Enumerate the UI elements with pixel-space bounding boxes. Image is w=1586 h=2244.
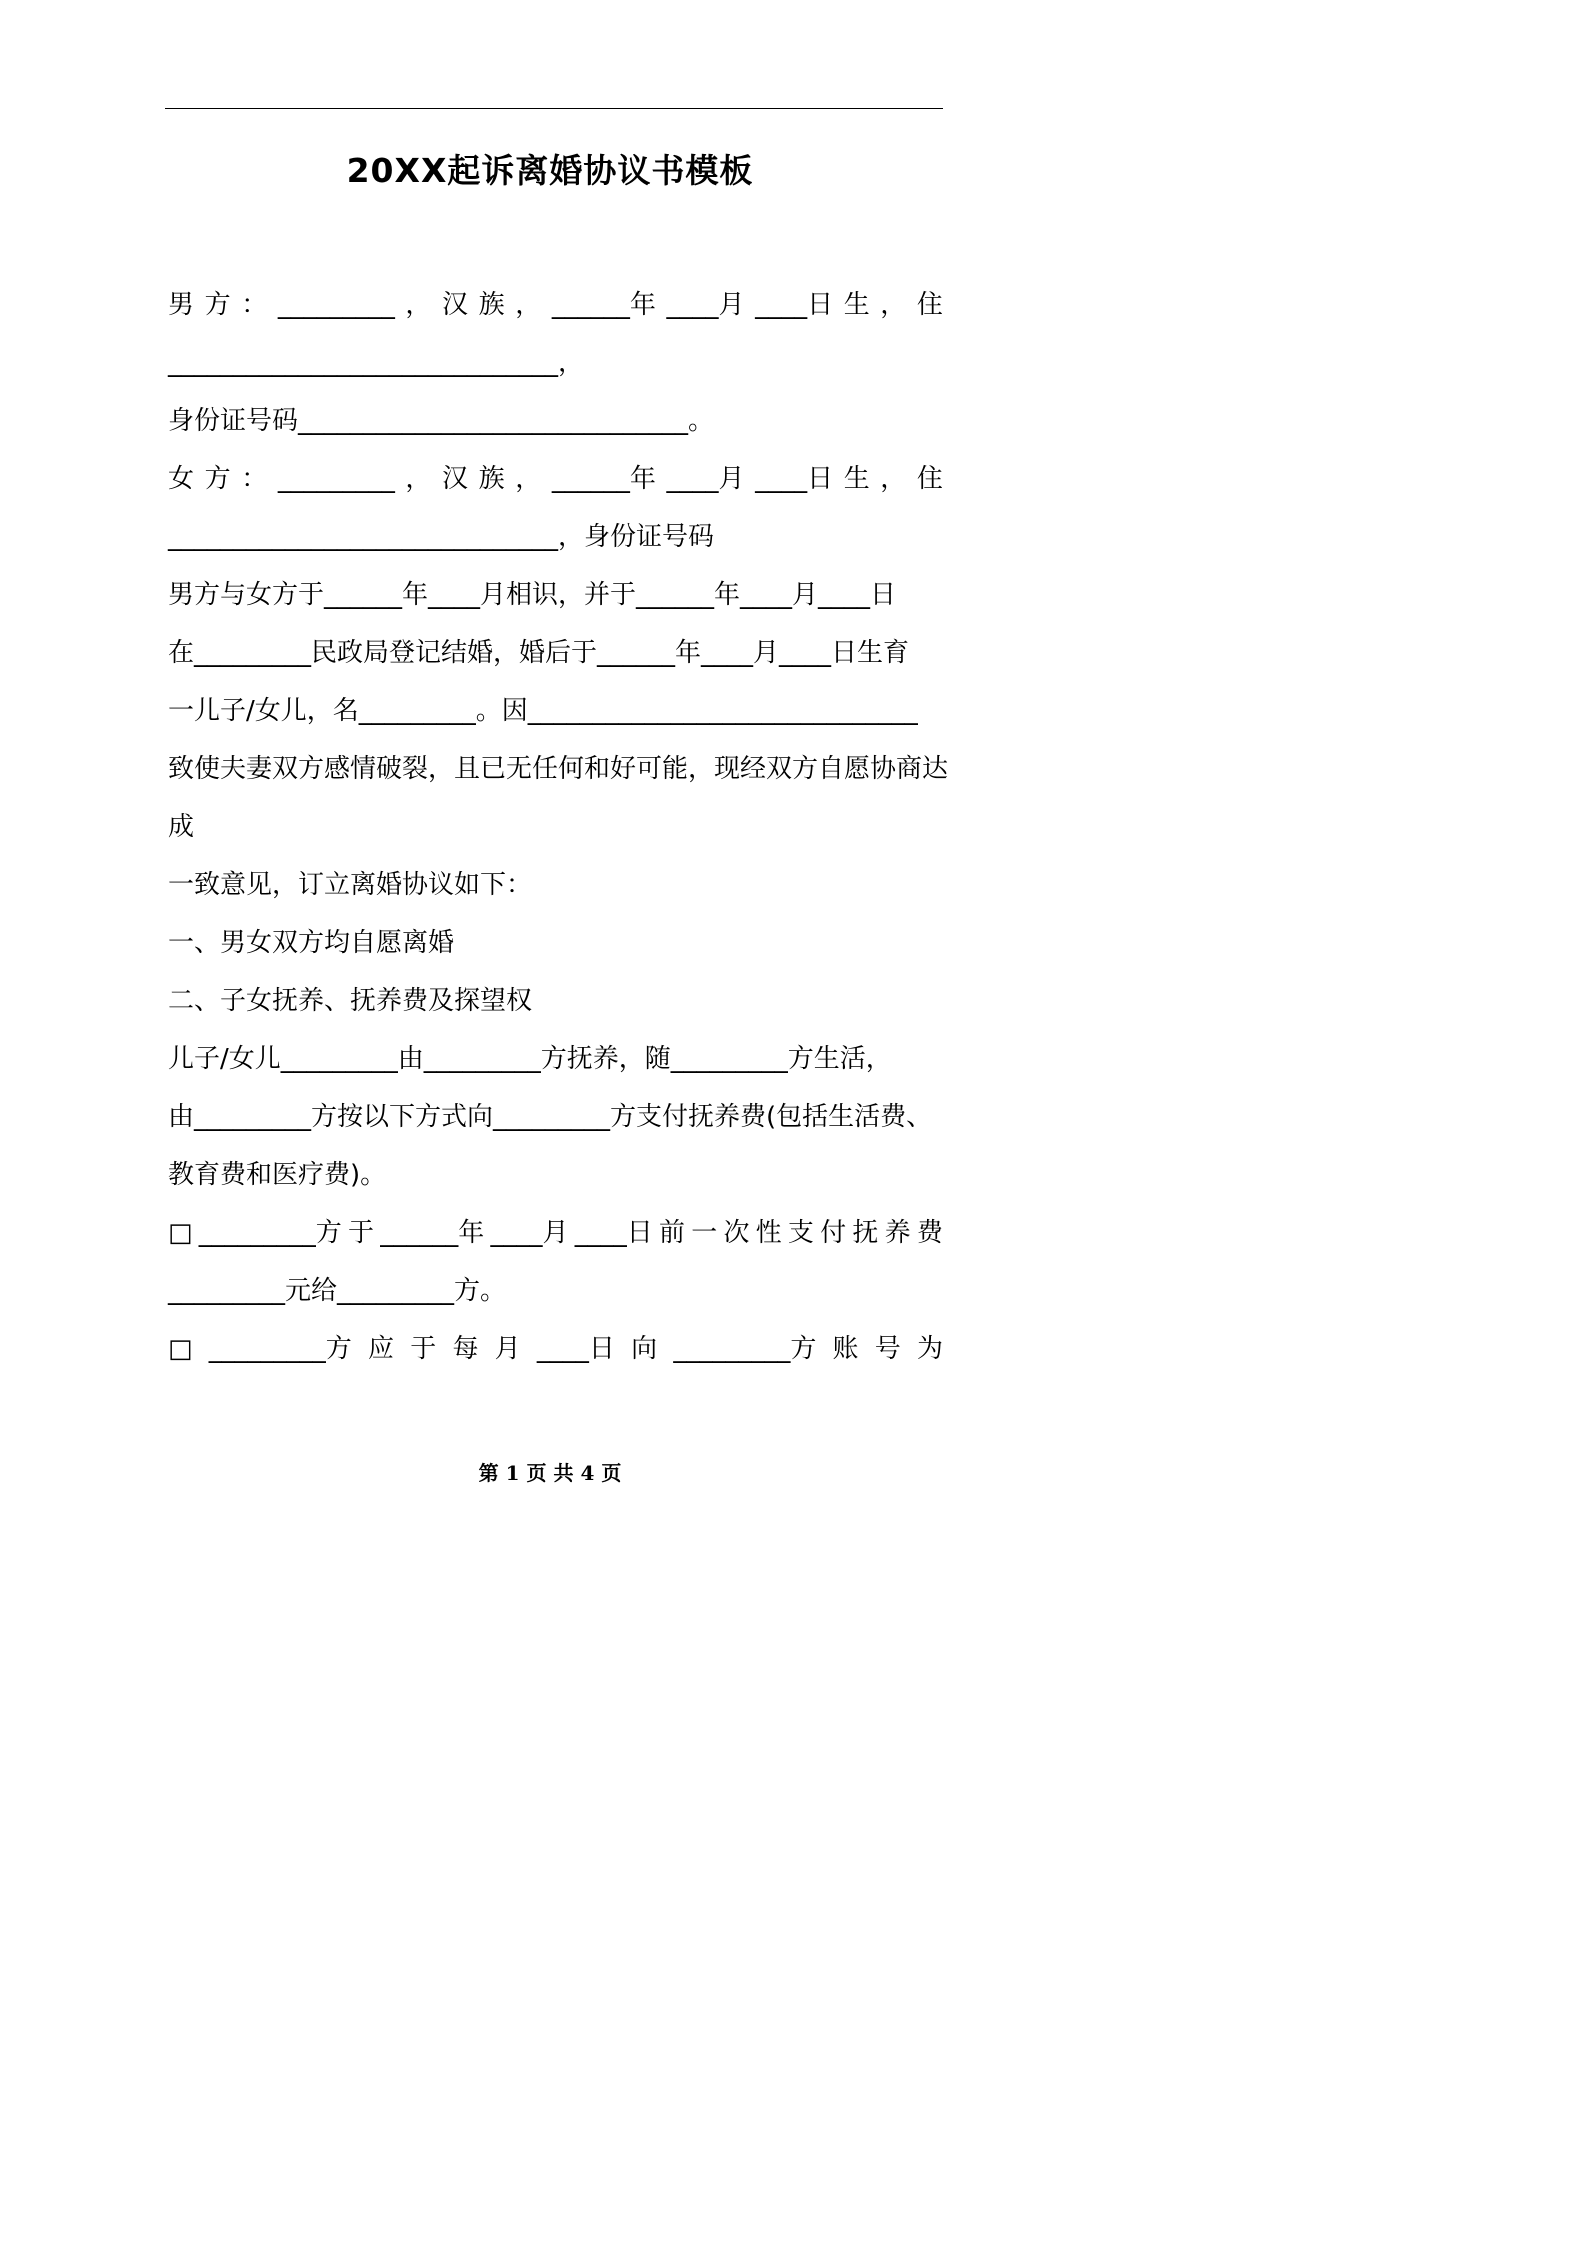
text-segment: _________方 <box>673 1334 817 1364</box>
header-rule <box>165 108 943 109</box>
reason-line-end: 成 <box>168 812 195 842</box>
text-segment: ______年 <box>551 464 656 494</box>
section-1-heading: 一、男女双方均自愿离婚 <box>168 928 455 958</box>
page-number-footer: 第 1 页 共 4 页 <box>478 1461 622 1485</box>
text-segment: 族 <box>478 290 505 320</box>
text-segment: 养 <box>884 1218 911 1248</box>
male-id-line: 身份证号码______________________________。 <box>168 406 715 436</box>
text-segment: ______年 <box>551 290 656 320</box>
reason-line: 致使夫妻双方感情破裂，且已无任何和好可能，现经双方自愿协商达 <box>168 754 949 784</box>
text-segment: ____日 <box>755 464 834 494</box>
text-segment: 号 <box>874 1334 901 1364</box>
text-segment: ____月 <box>666 464 745 494</box>
text-segment: 住 <box>916 290 943 320</box>
text-segment: ， <box>405 290 432 320</box>
text-segment: 男 <box>168 290 195 320</box>
text-segment: ， <box>515 290 542 320</box>
text-segment: 月 <box>494 1334 521 1364</box>
text-segment: 向 <box>631 1334 658 1364</box>
custody-line: 儿子/女儿_________由_________方抚养，随_________方生活， <box>168 1044 892 1074</box>
text-segment: 于 <box>348 1218 375 1248</box>
text-segment: ： <box>241 290 268 320</box>
text-segment: 次 <box>723 1218 750 1248</box>
section-2-heading: 二、子女抚养、抚养费及探望权 <box>168 986 533 1016</box>
female-party-line <box>168 459 943 499</box>
text-segment: ， <box>405 464 432 494</box>
text-segment: 于 <box>410 1334 437 1364</box>
text-segment: 方 <box>204 464 231 494</box>
text-segment: 族 <box>478 464 505 494</box>
agreement-intro-line: 一致意见，订立离婚协议如下： <box>168 870 533 900</box>
child-line: 一儿子/女儿，名_________。因______________________________ <box>168 696 918 726</box>
support-payment-line-end: 教育费和医疗费)。 <box>168 1160 387 1190</box>
text-segment: _________方 <box>208 1334 352 1364</box>
text-segment: 性 <box>755 1218 782 1248</box>
text-segment: 抚 <box>852 1218 879 1248</box>
acquaintance-line: 男方与女方于______年____月相识，并于______年____月____日 <box>168 580 897 610</box>
text-segment: 支 <box>787 1218 814 1248</box>
monthly-option-line <box>168 1329 943 1369</box>
text-segment: 付 <box>820 1218 847 1248</box>
text-segment: ____日 <box>755 290 834 320</box>
text-segment: 生 <box>843 464 870 494</box>
support-payment-line: 由_________方按以下方式向_________方支付抚养费(包括生活费、 <box>168 1102 933 1132</box>
text-segment: 应 <box>368 1334 395 1364</box>
text-segment: ， <box>880 464 907 494</box>
female-address-line: ______________________________，身份证号码 <box>168 522 715 552</box>
male-address-line: ______________________________， <box>168 348 585 378</box>
text-segment: 每 <box>452 1334 479 1364</box>
text-segment: ____日 <box>574 1218 653 1248</box>
marriage-registration-line: 在_________民政局登记结婚，婚后于______年____月____日生育 <box>168 638 910 668</box>
text-segment: ， <box>880 290 907 320</box>
text-segment: ： <box>241 464 268 494</box>
document-title: 20XX起诉离婚协议书模板 <box>346 151 754 190</box>
checkbox-icon: □ <box>168 1334 193 1364</box>
text-segment: 生 <box>843 290 870 320</box>
text-segment: 一 <box>691 1218 718 1248</box>
blank-field: _________ <box>277 464 395 494</box>
text-segment: 账 <box>832 1334 859 1364</box>
checkbox-icon: □ <box>168 1218 193 1248</box>
text-segment: ， <box>515 464 542 494</box>
text-segment: ____日 <box>536 1334 615 1364</box>
blank-field: _________ <box>277 290 395 320</box>
text-segment: 方 <box>204 290 231 320</box>
lump-sum-amount-line: _________元给_________方。 <box>168 1276 507 1306</box>
lump-sum-option-line <box>168 1213 943 1253</box>
text-segment: 汉 <box>442 290 469 320</box>
text-segment: 女 <box>168 464 195 494</box>
text-segment: 住 <box>916 464 943 494</box>
text-segment: _________方 <box>198 1218 342 1248</box>
male-party-line <box>168 285 943 325</box>
text-segment: ______年 <box>380 1218 485 1248</box>
text-segment: ____月 <box>490 1218 569 1248</box>
text-segment: 前 <box>658 1218 685 1248</box>
text-segment: 汉 <box>442 464 469 494</box>
text-segment: 为 <box>916 1334 943 1364</box>
text-segment: ____月 <box>666 290 745 320</box>
text-segment: 费 <box>916 1218 943 1248</box>
